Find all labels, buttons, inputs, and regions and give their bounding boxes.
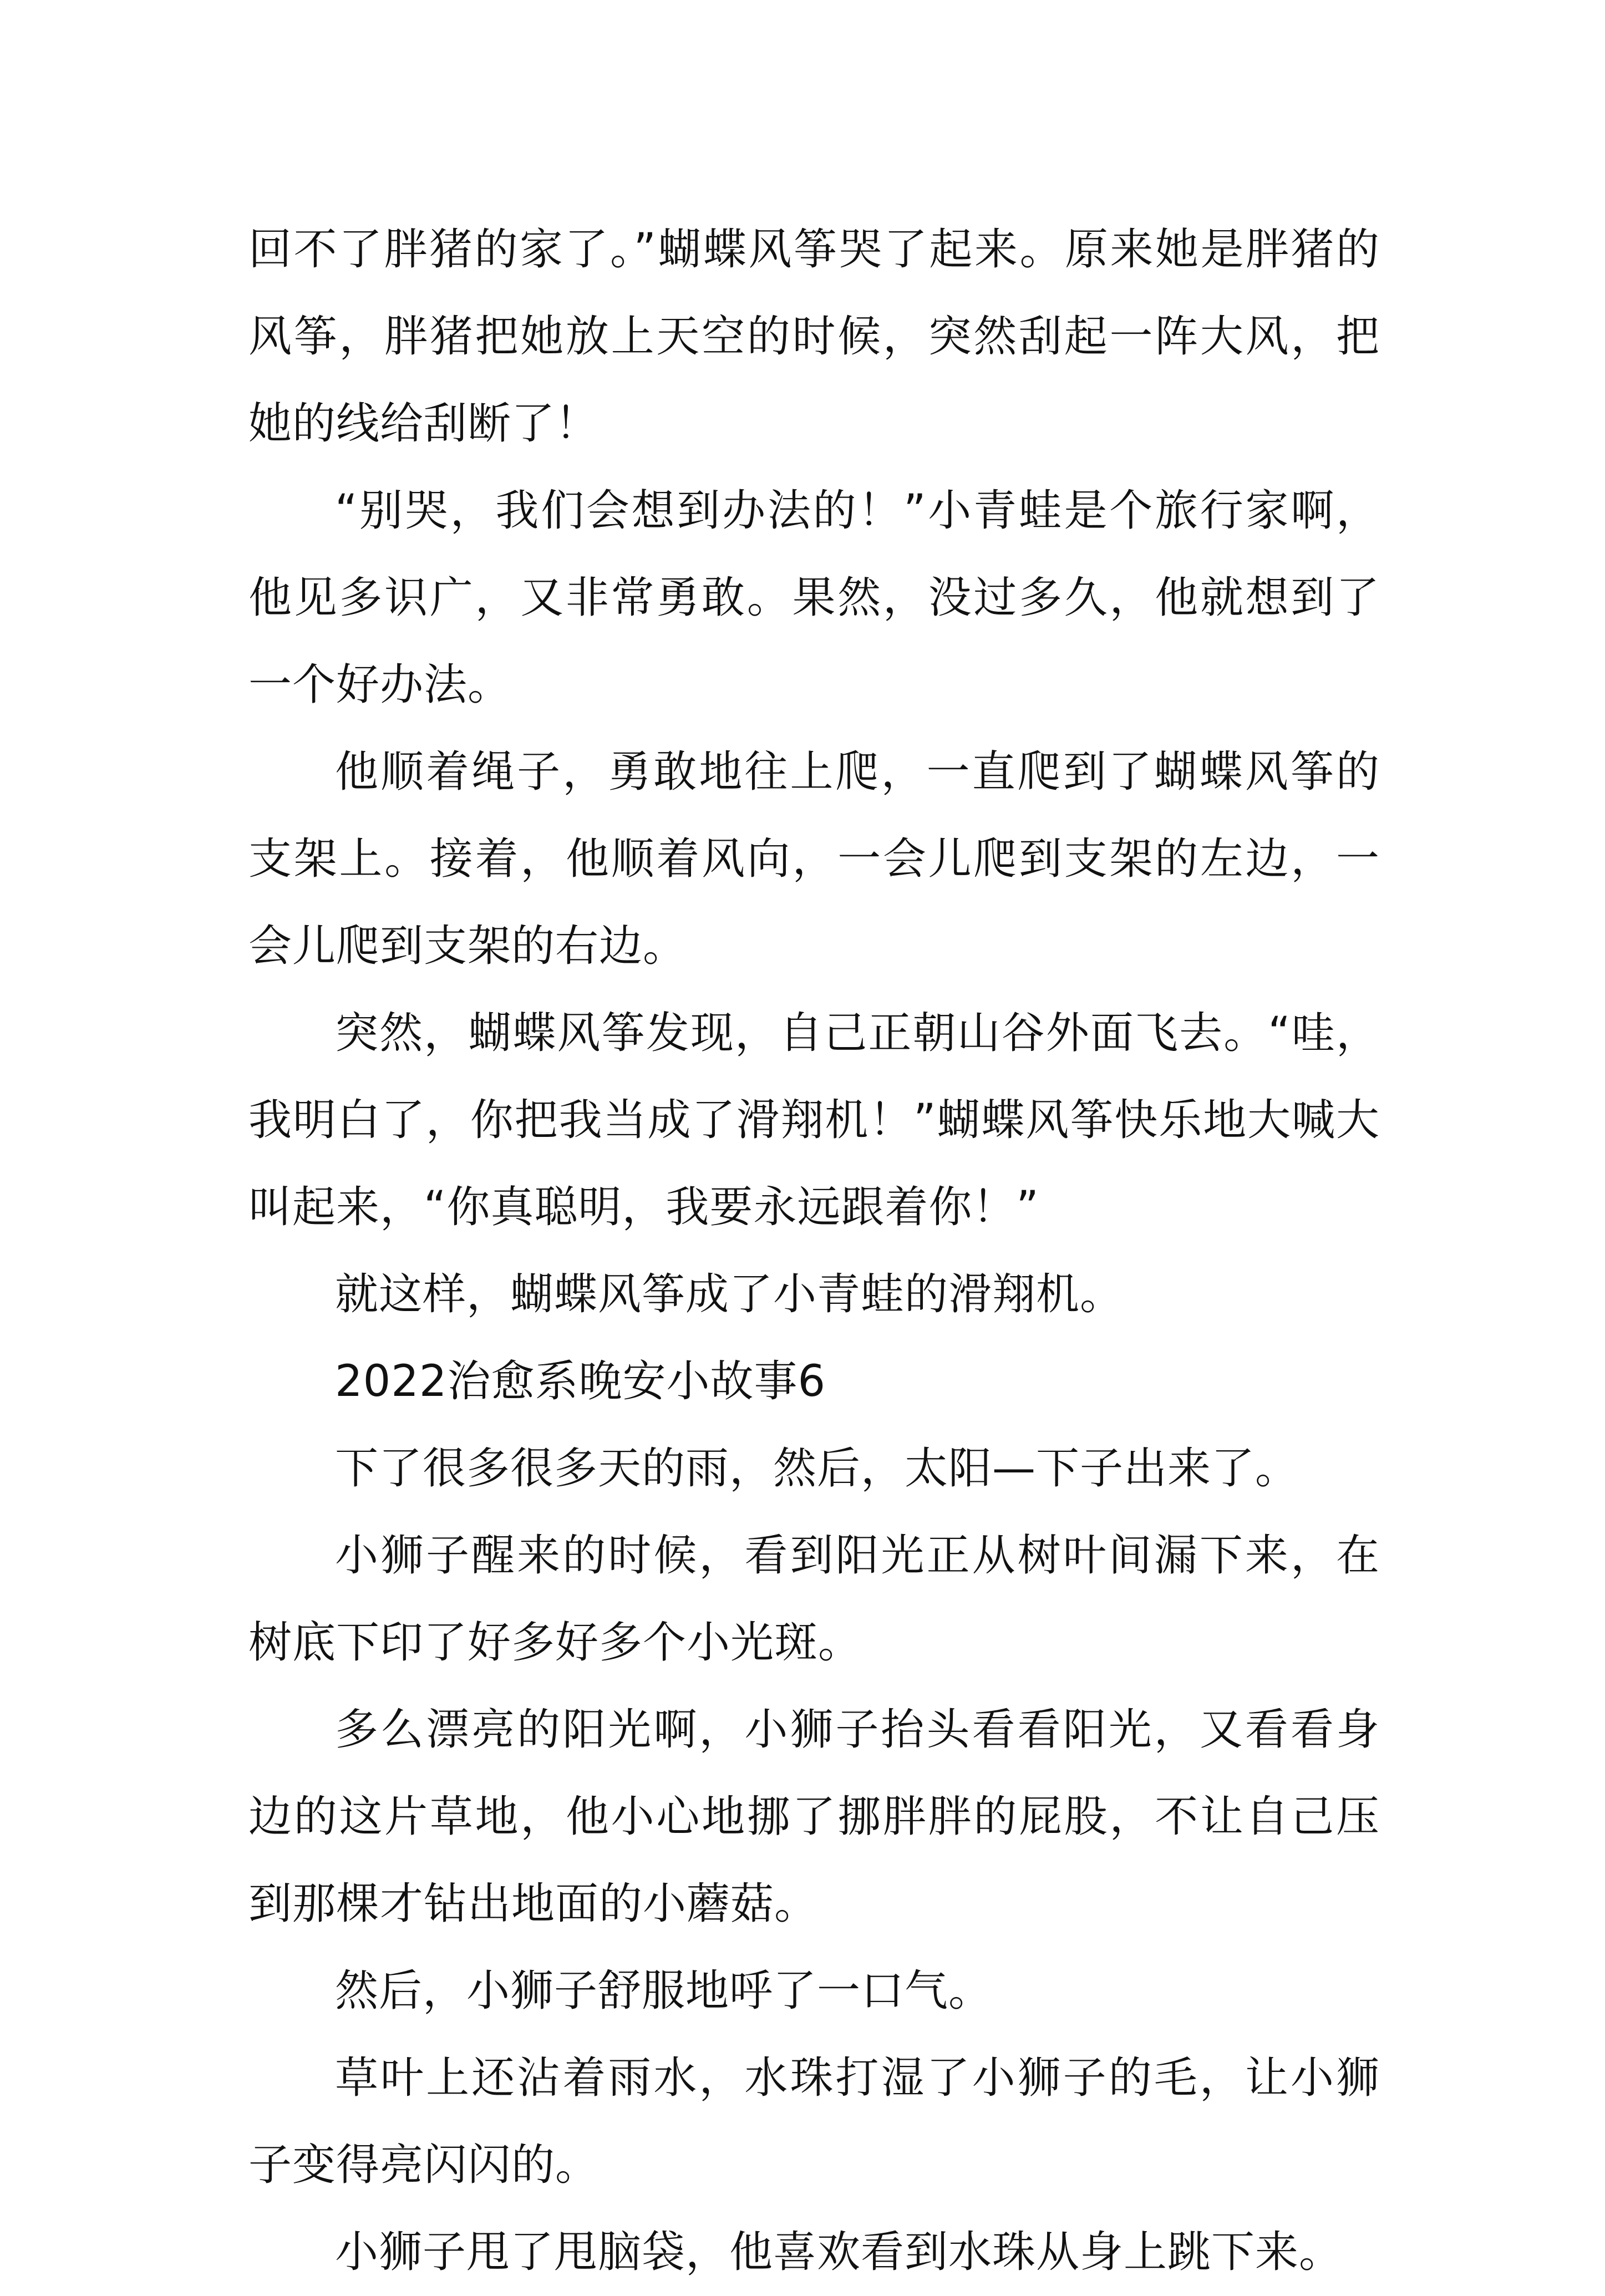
- paragraph-12: 小狮子甩了甩脑袋，他喜欢看到水珠从身上跳下来。: [335, 2227, 1343, 2277]
- section-heading: 2022治愈系晚安小故事6: [335, 1357, 826, 1406]
- paragraph-1: 回不了胖猪的家了。”蝴蝶风筝哭了起来。原来她是胖猪的风筝，胖猪把她放上天空的时候，突然刮起一阵大风，把她的线给刮断了！: [248, 225, 1380, 449]
- paragraph-10: 然后，小狮子舒服地呼了一口气。: [335, 1966, 993, 2016]
- paragraph-4: 突然，蝴蝶风筝发现，自己正朝山谷外面飞去。“哇，我明白了，你把我当成了滑翔机！”蝴蝶风筝快乐地大喊大叫起来，“你真聪明，我要永远跟着你！”: [248, 1008, 1380, 1232]
- paragraph-9: 多么漂亮的阳光啊，小狮子抬头看看阳光，又看看身边的这片草地，他小心地挪了挪胖胖的屁股，不让自己压到那棵才钻出地面的小蘑菇。: [248, 1705, 1380, 1929]
- paragraph-3: 他顺着绳子，勇敢地往上爬，一直爬到了蝴蝶风筝的支架上。接着，他顺着风向，一会儿爬到支架的左边，一会儿爬到支架的右边。: [248, 747, 1380, 971]
- paragraph-8: 小狮子醒来的时候，看到阳光正从树叶间漏下来，在树底下印了好多好多个小光斑。: [248, 1531, 1380, 1668]
- paragraph-11: 草叶上还沾着雨水，水珠打湿了小狮子的毛，让小狮子变得亮闪闪的。: [248, 2053, 1380, 2190]
- document-body: [248, 206, 1380, 2296]
- paragraph-7: 下了很多很多天的雨，然后，太阳—下子出来了。: [335, 1444, 1299, 1494]
- paragraph-2: “别哭，我们会想到办法的！”小青蛙是个旅行家啊，他见多识广，又非常勇敢。果然，没过多久，他就想到了一个好办法。: [248, 486, 1380, 710]
- paragraph-5: 就这样，蝴蝶风筝成了小青蛙的滑翔机。: [335, 1269, 1124, 1319]
